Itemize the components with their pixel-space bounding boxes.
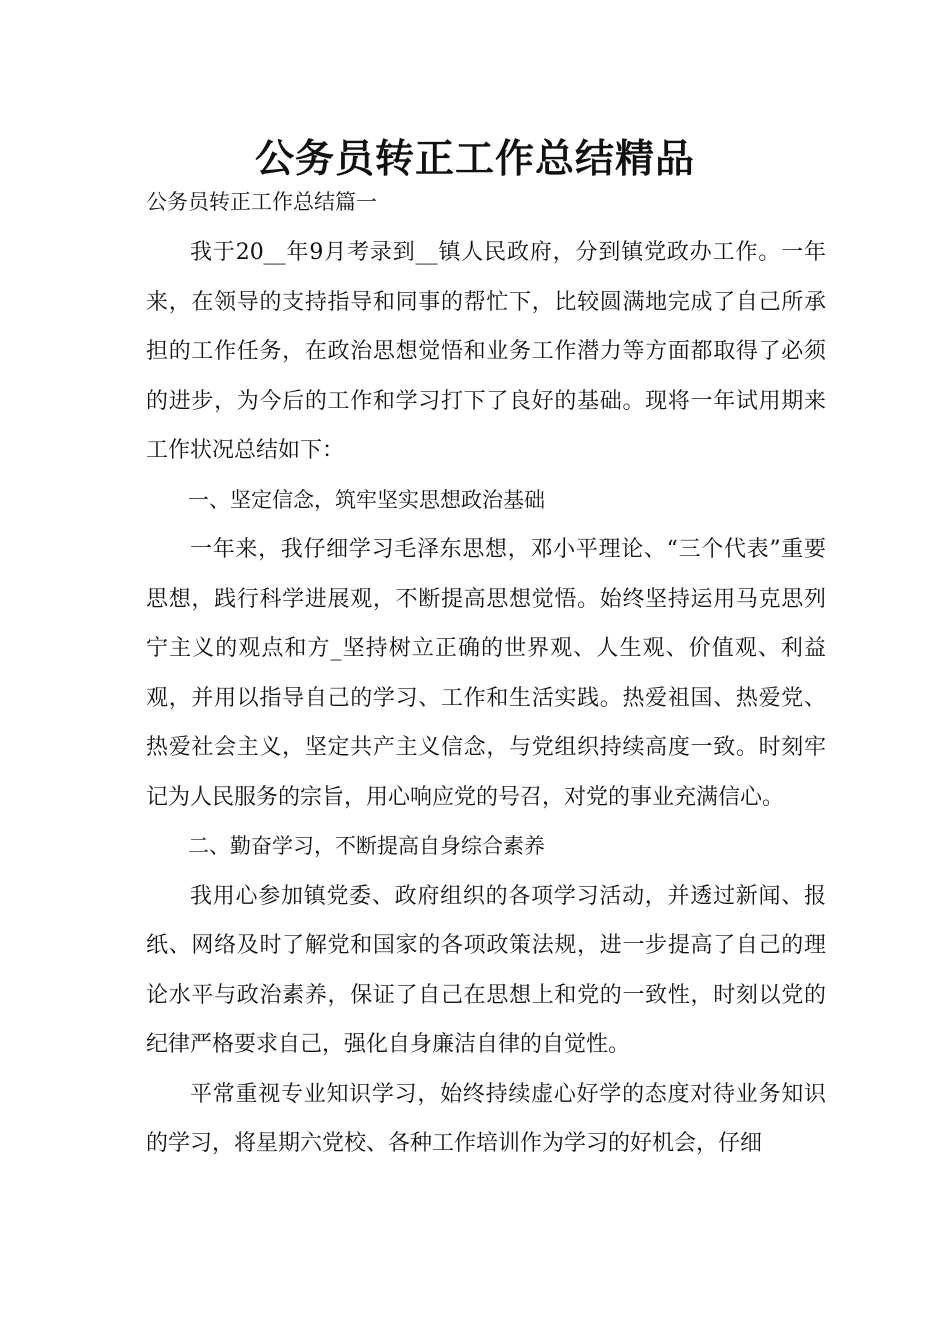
document-body [146, 228, 826, 1169]
document-title: 公务员转正工作总结精品 [254, 137, 695, 182]
paragraph-section-2a: 我用心参加镇党委、政府组织的各项学习活动，并透过新闻、报纸、网络及时了解党和国家的各项政策法规，进一步提高了自己的理论水平与政治素养，保证了自己在思想上和党的一致性，时刻以党的纪律严格要求自己，强化自身廉洁自律的自觉性。 [146, 883, 826, 1057]
paragraph-intro: 我于20__年9月考录到__镇人民政府，分到镇党政办工作。一年来，在领导的支持指导和同事的帮忙下，比较圆满地完成了自己所承担的工作任务，在政治思想觉悟和业务工作潜力等方面都取得了必须的进步，为今后的工作和学习打下了良好的基础。现将一年试用期来工作状况总结如下： [146, 240, 826, 463]
paragraph-section-2b: 平常重视专业知识学习，始终持续虚心好学的态度对待业务知识的学习，将星期六党校、各种工作培训作为学习的好机会，仔细 [146, 1081, 826, 1156]
section-heading-1: 一、坚定信念，筑牢坚实思想政治基础 [188, 487, 545, 512]
document-subtitle: 公务员转正工作总结篇一 [146, 190, 377, 214]
paragraph-section-1: 一年来，我仔细学习毛泽东思想，邓小平理论、“三个代表”重要思想，践行科学进展观，不断提高思想觉悟。始终坚持运用马克思列宁主义的观点和方_坚持树立正确的世界观、人生观、价值观、利益观，并用以指导自己的学习、工作和生活实践。热爱祖国、热爱党、热爱社会主义，坚定共产主义信念，与党组织持续高度一致。时刻牢记为人民服务的宗旨，用心响应党的号召，对党的事业充满信心。 [146, 537, 826, 810]
section-heading-2: 二、勤奋学习，不断提高自身综合素养 [188, 834, 545, 858]
